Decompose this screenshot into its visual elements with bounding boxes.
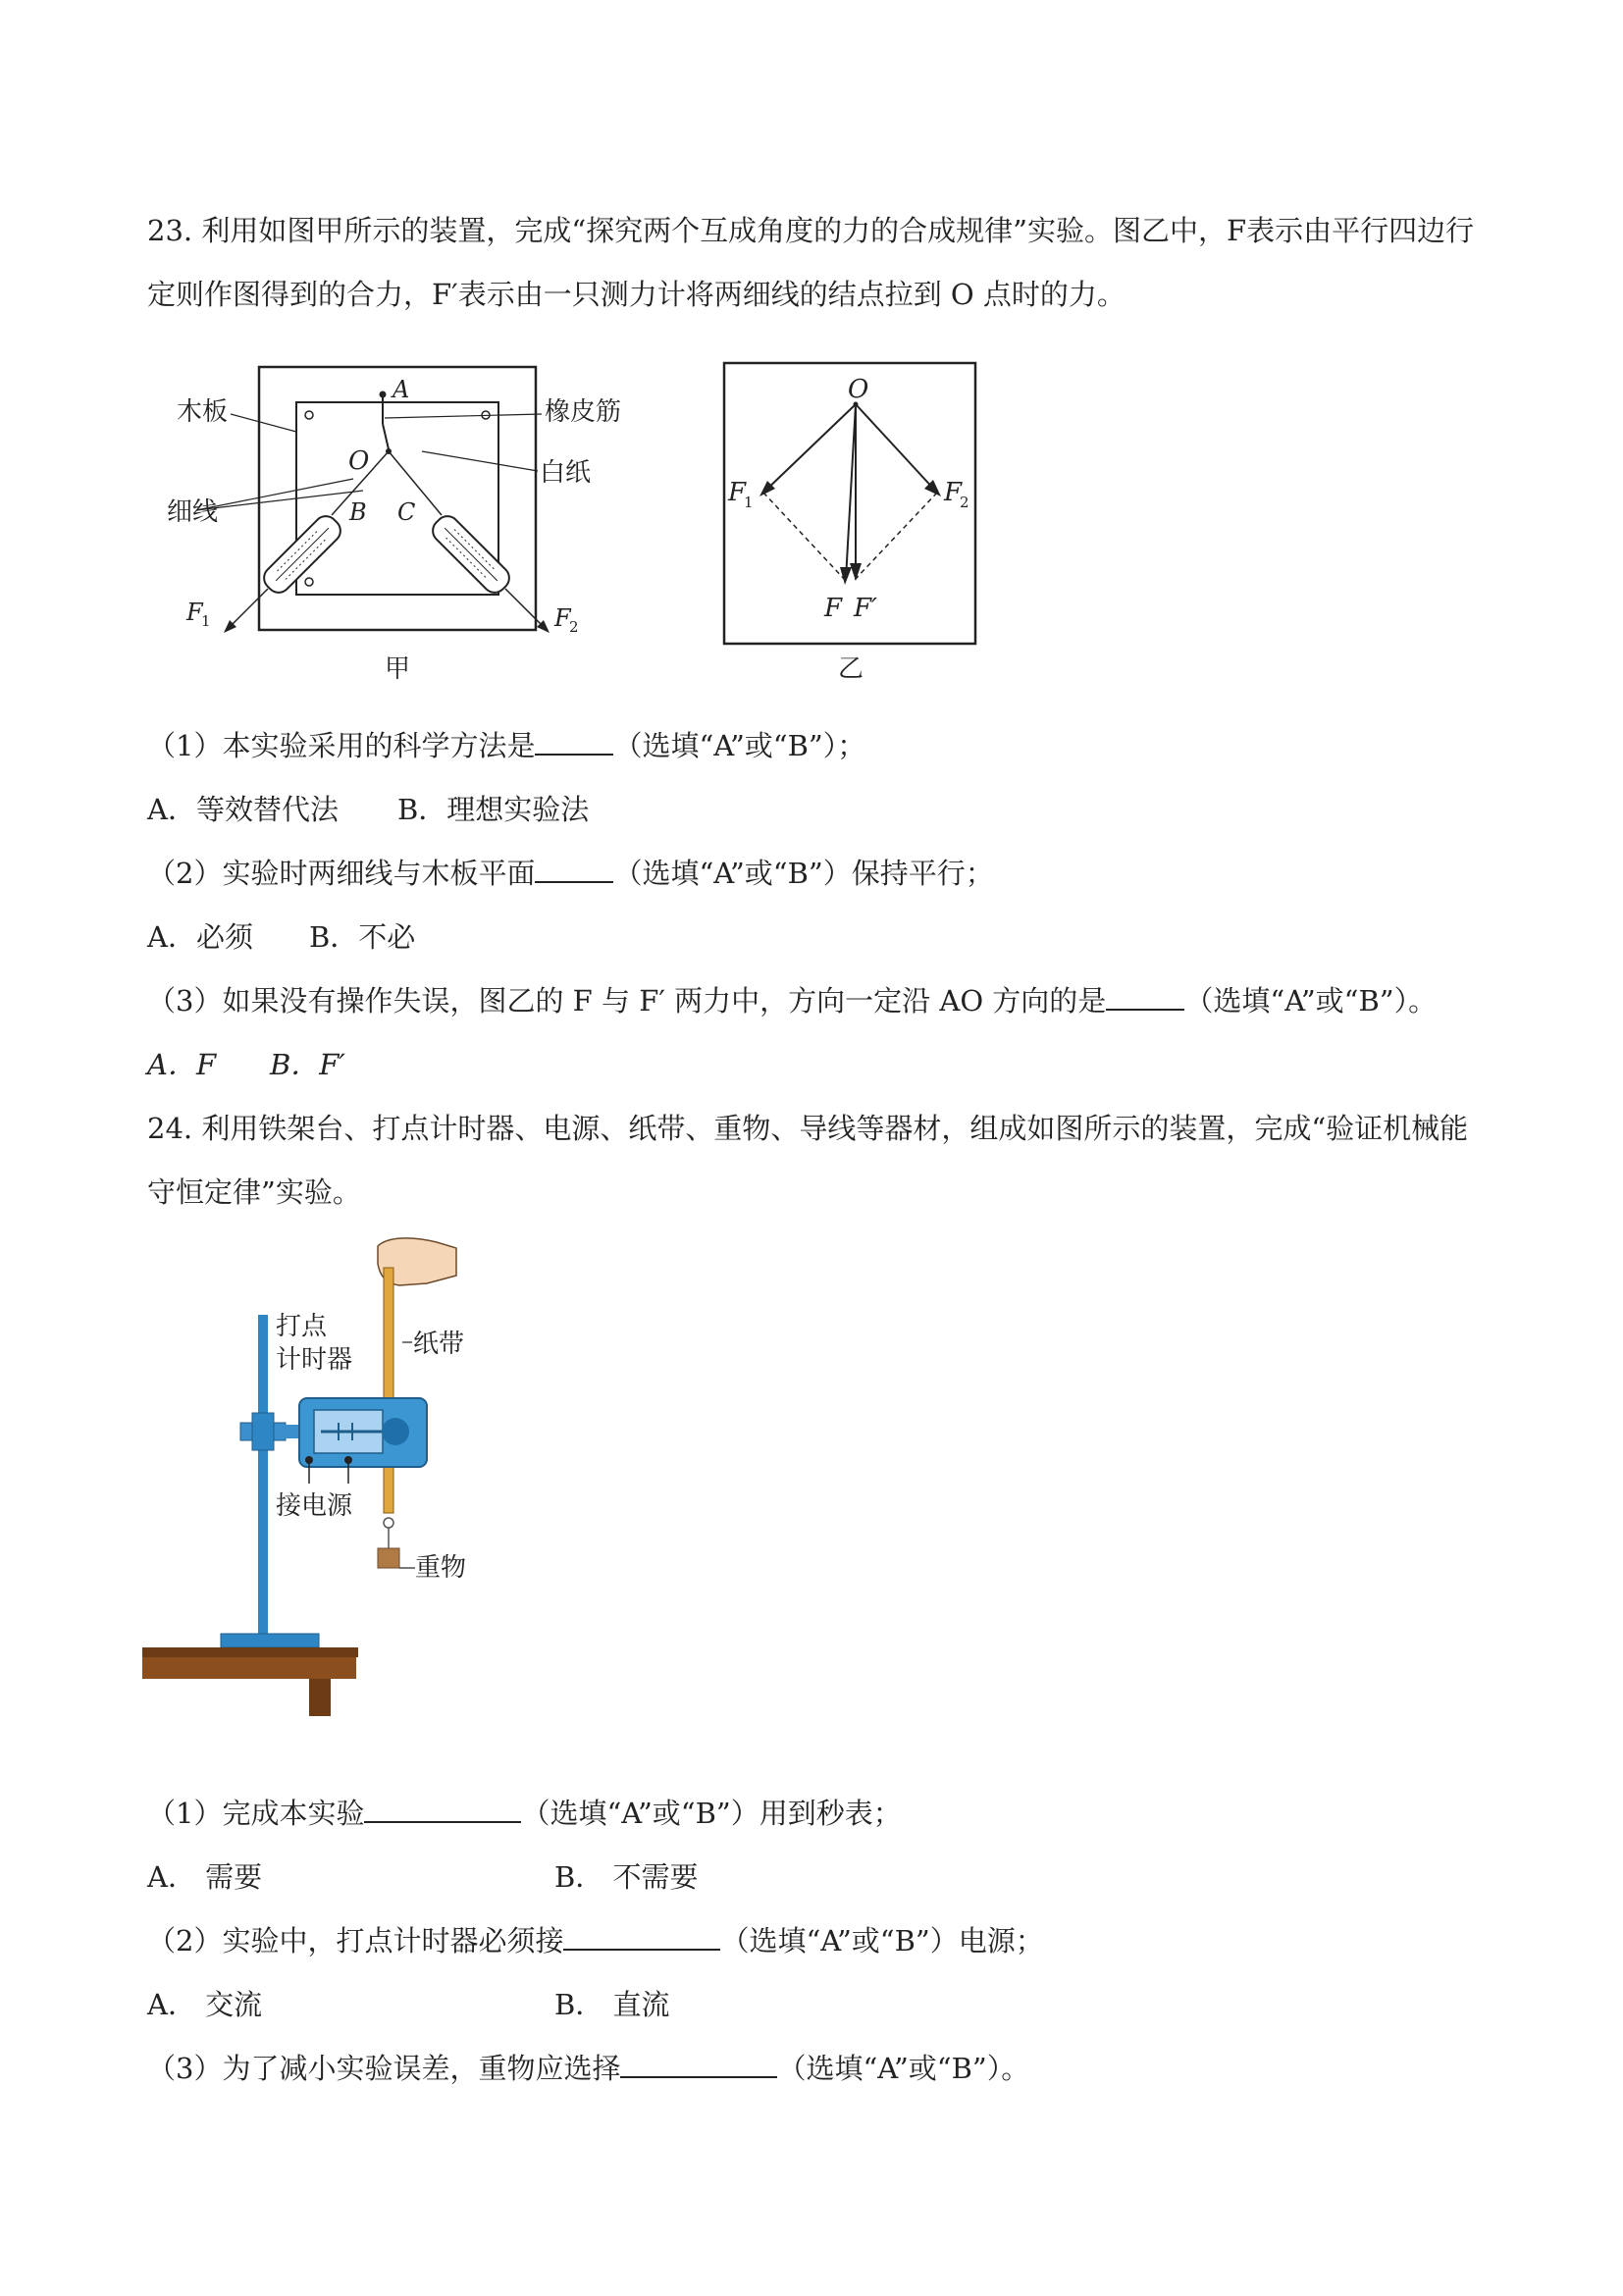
q23-sub2-opt-b[interactable]: B．不必 [309,920,416,954]
yi-label-F1: F [728,478,747,507]
weight-block [378,1548,399,1568]
yi-label-F: F [824,594,843,623]
yi-label-F1-sub: 1 [744,494,754,511]
label-C: C [397,498,416,526]
label-O: O [348,446,370,476]
q23-stem-line1: 23. 利用如图甲所示的装置，完成“探究两个互成角度的力的合成规律”实验。图乙中，F表示由平行四边行 [147,214,1475,247]
caption-yi: 乙 [838,654,864,684]
q23-stem-line2: 定则作图得到的合力，F′表示由一只测力计将两细线的结点拉到 O 点时的力。 [147,278,1126,311]
q23-sub1: （1）本实验采用的科学方法是 （选填“A”或“B”）； [147,729,866,762]
label-thread: 细线 [167,497,219,527]
label-F2: F [554,604,571,632]
q24-stem-line1: 24. 利用铁架台、打点计时器、电源、纸带、重物、导线等器材，组成如图所示的装置，完成“验证机械能 [147,1112,1469,1145]
label-weight: 重物 [415,1553,467,1583]
q23-sub1-blank[interactable] [535,728,613,756]
label-B: B [349,498,367,526]
paper-tape [384,1268,393,1513]
yi-label-O: O [848,375,869,404]
q23-sub1-opt-a[interactable]: A．等效替代法 [147,793,339,826]
q24-sub1: （1）完成本实验 （选填“A”或“B”）用到秒表； [147,1797,902,1830]
label-board: 木板 [177,397,229,427]
yi-label-Fp: F′ [854,594,877,623]
yi-label-F2-sub: 2 [960,494,969,511]
label-F1: F [186,599,203,626]
stand-rod [258,1315,268,1639]
q24-sub2-opt-a[interactable]: A． 交流 [147,1988,263,2021]
q23-figure-jia [157,353,648,687]
q24-sub1-opt-a[interactable]: A． 需要 [147,1860,263,1894]
q24-sub1-blank[interactable] [364,1796,521,1823]
q24-sub1-opt-b[interactable]: B． 不需要 [554,1860,699,1894]
q23-sub2-opt-a[interactable]: A．必须 [147,920,253,954]
q23-sub2-blank[interactable] [535,856,613,883]
q24-sub2: （2）实验中，打点计时器必须接 （选填“A”或“B”）电源； [147,1924,1044,1957]
label-F2-sub: 2 [569,618,579,636]
q23-sub3: （3）如果没有操作失误，图乙的 F 与 F′ 两力中，方向一定沿 AO 方向的是 （选填“A”或“B”）。 [147,984,1438,1018]
label-timer-2: 计时器 [276,1345,353,1375]
q24-sub2-blank[interactable] [563,1923,720,1951]
table-top [142,1647,358,1657]
q23-sub1-opt-b[interactable]: B．理想实验法 [397,793,590,826]
label-A: A [393,376,410,403]
q24-stem-line2: 守恒定律”实验。 [147,1175,361,1209]
label-timer-1: 打点 [276,1312,328,1341]
caption-jia: 甲 [385,654,411,684]
q24-sub2-opt-b[interactable]: B． 直流 [554,1988,670,2021]
yi-label-F2: F [944,478,963,507]
q23-sub3-opt-a[interactable]: A．F [147,1048,217,1081]
label-paper: 白纸 [540,458,592,488]
label-rubber: 橡皮筋 [545,397,622,427]
q23-sub3-opt-b[interactable]: B．F′ [270,1048,346,1081]
label-tape: 纸带 [413,1330,465,1359]
q24-apparatus-figure [142,1236,515,1766]
q24-sub3-blank[interactable] [620,2051,777,2078]
q23-figure-yi [716,353,991,687]
label-power: 接电源 [276,1491,353,1521]
q24-sub3: （3）为了减小实验误差，重物应选择 （选填“A”或“B”）。 [147,2052,1030,2085]
q23-sub3-blank[interactable] [1106,983,1184,1011]
q23-sub2: （2）实验时两细线与木板平面 （选填“A”或“B”）保持平行； [147,857,994,890]
label-F1-sub: 1 [201,612,211,630]
table-leg [309,1679,331,1716]
stand-base [221,1634,319,1647]
